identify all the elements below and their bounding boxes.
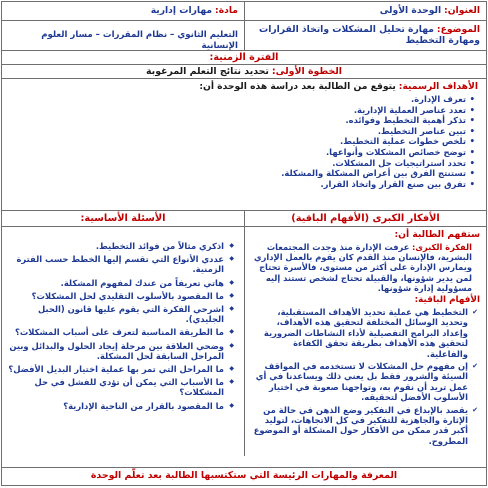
essential-question-item: ◆ عددي الأنواع التي تقسم إليها الخطط حسب الفترة الزمنية. [6,254,224,274]
time-period-row [2,51,486,65]
essential-question-item: ◆ اذكري مثالاً من فوائد التخطيط. [6,241,224,251]
essential-question-item: ◆ ما المقصود بالقرار من الناحية الإدارية؟ [6,401,224,411]
objectives-intro: يتوقع من الطالبة بعد دراسة هذه الوحدة أن: [199,81,396,92]
lasting-understanding-item: ✔ التخطيط هي عملية تحديد الأهداف المستقبلية، وتحديد الوسائل المختلفة لتحقيق هذه الأهداف، وإعداد البرامج التفصيلية لأداء النشاطات الضرورية لتحقيق هذه الأهداف بطريقة تحقق الكفاءة والفاعلية. [249,307,468,359]
essential-questions-list [6,241,236,411]
subject-value: مهارات إدارية [150,5,213,16]
lasting-understanding-item: ✔ إن مفهوم حل المشكلات لا تستخدمه في المواقف السيئة والشرور فقط بل يعني ذلك ويساعدنا في أي عمل تريد أن نقوم به، وتواجهنا صعوبة في اختيار الأسلوب الأفضل لتحقيقه. [249,361,468,403]
header-row-2 [2,21,486,51]
objective-item: • تلخص خطوات عملية التخطيط. [6,136,466,147]
step-one-row [2,65,486,79]
essential-question-item: ◆ وضحي العلاقة بين مرحلة إيجاد الحلول والبدائل وبين المراحل السابقة لحل المشكلة. [6,341,224,361]
title-cell [244,2,486,20]
big-idea-text: عرفت الإدارة منذ وجدت المجتمعات البشرية، فالإنسان منذ القدم كان يقوم بالعمل الإداري ويمارس الإدارة على أكثر من مستوى، فالأسرة تحتاج لمن يدير شؤونها، والقبيلة تحتاج لشخص تستند إليه مسؤولية إدارة شؤونها. [254,242,472,293]
lasting-understandings-label: الأفهام الباقية: [414,295,480,306]
time-period-label: الفترة الزمنية: [209,52,279,63]
objectives-list [6,94,478,189]
essential-question-item: ◆ هاتي تعريفاً من عندك لمفهوم المشكلة. [6,278,224,288]
topic-label: الموضوع: [436,24,480,35]
objective-item: • تذكر أهمية التخطيط وفوائده. [6,115,466,126]
essential-questions-title: الأسئلة الأساسية: [80,213,166,224]
title-label: العنوان: [444,5,480,16]
objective-item: • تستنتج الفرق بين أعراض المشكلة والمشكلة. [6,168,466,179]
essential-question-item: ◆ ما الطريقة المناسبة لتعرف على أسباب المشكلات؟ [6,327,224,337]
subject-label: مادة: [215,5,238,16]
step-one-value: تحديد نتائج التعلم المرغوبة [146,66,269,77]
step-one-label: الخطوة الأولى: [271,66,342,77]
footer-heading: المعرفة والمهارات الرئيسة التي ستكتسبها الطالبة بعد تعلّم الوحدة [2,467,486,485]
objective-item: • توضح خصائص المشكلات وأنواعها. [6,147,466,158]
big-ideas-cell [244,227,486,456]
lasting-understandings-list [249,307,480,446]
big-ideas-title: الأفكار الكبرى (الأفهام الباقية) [244,211,486,226]
topic-cell [244,21,486,50]
columns-heading-row [2,211,486,227]
topic-value: مهارة تحليل المشكلات واتخاذ القرارات ومهارة التخطيط [258,24,480,46]
essential-question-item: ◆ ما المراحل التي تمر بها عملية اختيار البديل الأفضل؟ [6,364,224,374]
essential-question-item: ◆ ما المقصود بالأسلوب التقليدي لحل المشكلات؟ [6,291,224,301]
subject-cell [2,2,244,20]
header-row-1 [2,2,486,21]
objective-item: • تحدد استراتيجيات حل المشكلات. [6,158,466,169]
columns-body-row [2,227,486,456]
step-one-cell [2,65,486,78]
track-cell: التعليم الثانوي – نظام المقررات – مسار العلوم الإنسانية [41,30,238,50]
objective-item: • تبين عناصر التخطيط. [6,126,466,137]
lesson-plan-page [1,1,487,486]
essential-question-item: ◆ اشرحي الفكرة التي يقوم عليها قانون (الحبل الجليدي). [6,304,224,324]
objective-item: • تعرف الإدارة. [6,94,466,105]
objective-item: • تعدد عناصر العملية الإدارية. [6,105,466,116]
objectives-row [2,79,486,211]
objectives-label: الأهداف الرسمية: [398,81,478,92]
big-idea-label: الفكرة الكبرى: [412,242,472,252]
objective-item: • تفرق بين صنع القرار واتخاذ القرار. [6,179,466,190]
lasting-understanding-item: ✔ يقصد بالإبداع في التفكير وضع الذهن في حالة من الإثارة والجاهزية للتفكير في كل الاتجاهات، لتوليد أكبر قدر ممكن من الأفكار حول المشكلة أو الموضوع المطروح. [249,405,468,447]
big-idea-block [249,242,480,293]
title-value: الوحدة الأولى [379,5,442,16]
essential-questions-cell [2,227,244,456]
big-ideas-intro: ستفهم الطالبة أن: [394,229,480,240]
essential-question-item: ◆ ما الأسباب التي يمكن أن تؤدي للفشل في حل المشكلات؟ [6,377,224,397]
objectives-cell [2,79,486,210]
